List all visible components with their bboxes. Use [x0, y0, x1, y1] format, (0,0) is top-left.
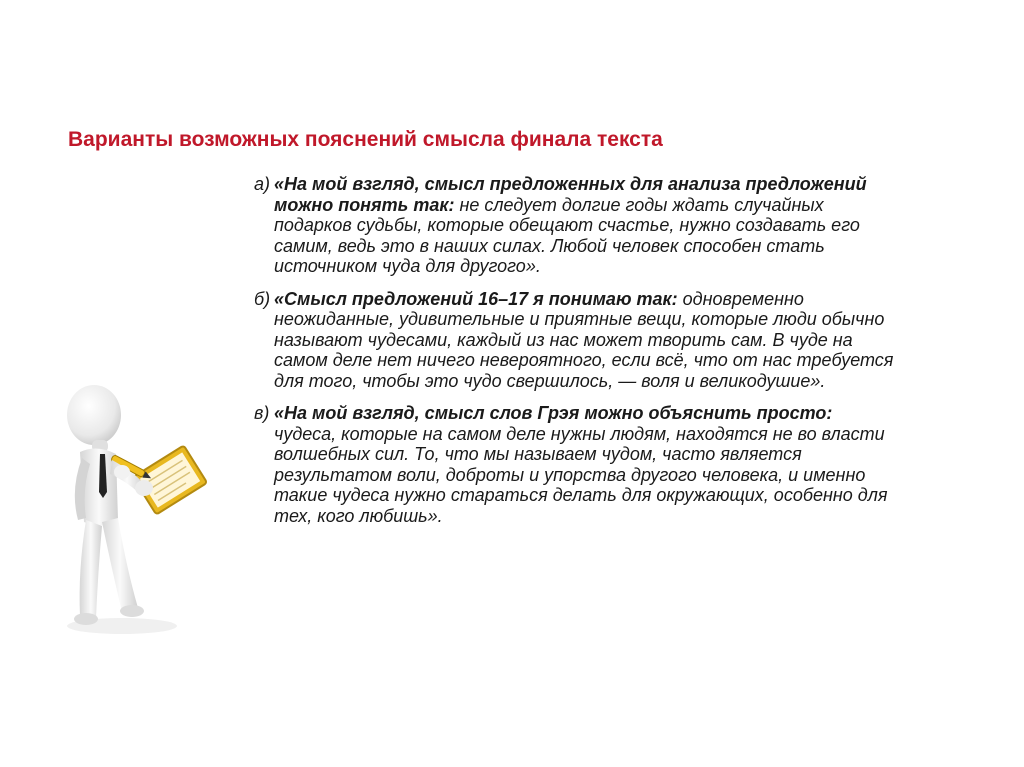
hand [135, 480, 153, 496]
item-lead: «На мой взгляд, смысл слов Грэя можно объяснить просто: [274, 403, 833, 423]
list-item-a [254, 174, 894, 277]
explanations-list [254, 174, 894, 538]
item-lead: «На мой взгляд, смысл предложенных для анализа предложений можно понять так: [274, 174, 867, 215]
item-lead: «Смысл предложений 16–17 я понимаю так: [274, 288, 678, 309]
left-leg [80, 520, 102, 618]
item-marker: в) [254, 403, 270, 423]
left-foot [74, 613, 98, 625]
item-marker: б) [254, 288, 271, 309]
item-text: чудеса, которые на самом деле нужны людям, находятся не во власти волшебных сил. То, что мы называем чудом, часто является результатом воли, доброты и упорства другого человека, и именно такие чудеса нужно стараться делать для окружающих, особенно для тех, кого любишь». [274, 423, 888, 526]
head [67, 385, 121, 445]
list-item-c [254, 403, 894, 526]
hand-back [114, 465, 130, 479]
slide-title: Варианты возможных пояснений смысла финала текста [68, 128, 663, 151]
item-text: одновременно неожиданные, удивительные и приятные вещи, которые люди обычно называют чудесами, каждый из нас может творить сам. В чуде на самом деле нет ничего невероятного, если всё, что от нас требуется для того, чтобы это чудо свершилось, — воля и великодушие». [274, 288, 894, 391]
list-item-b [254, 289, 894, 392]
right-leg [102, 518, 138, 612]
item-text: не следует долгие годы ждать случайных подарков судьбы, которые обещают счастье, нужно создавать его самим, ведь это в наших силах. Любой человек способен стать источником чуда для другого». [274, 194, 860, 276]
person-with-clipboard-illustration [52, 380, 242, 640]
item-marker: а) [254, 174, 271, 194]
right-foot [120, 605, 144, 617]
